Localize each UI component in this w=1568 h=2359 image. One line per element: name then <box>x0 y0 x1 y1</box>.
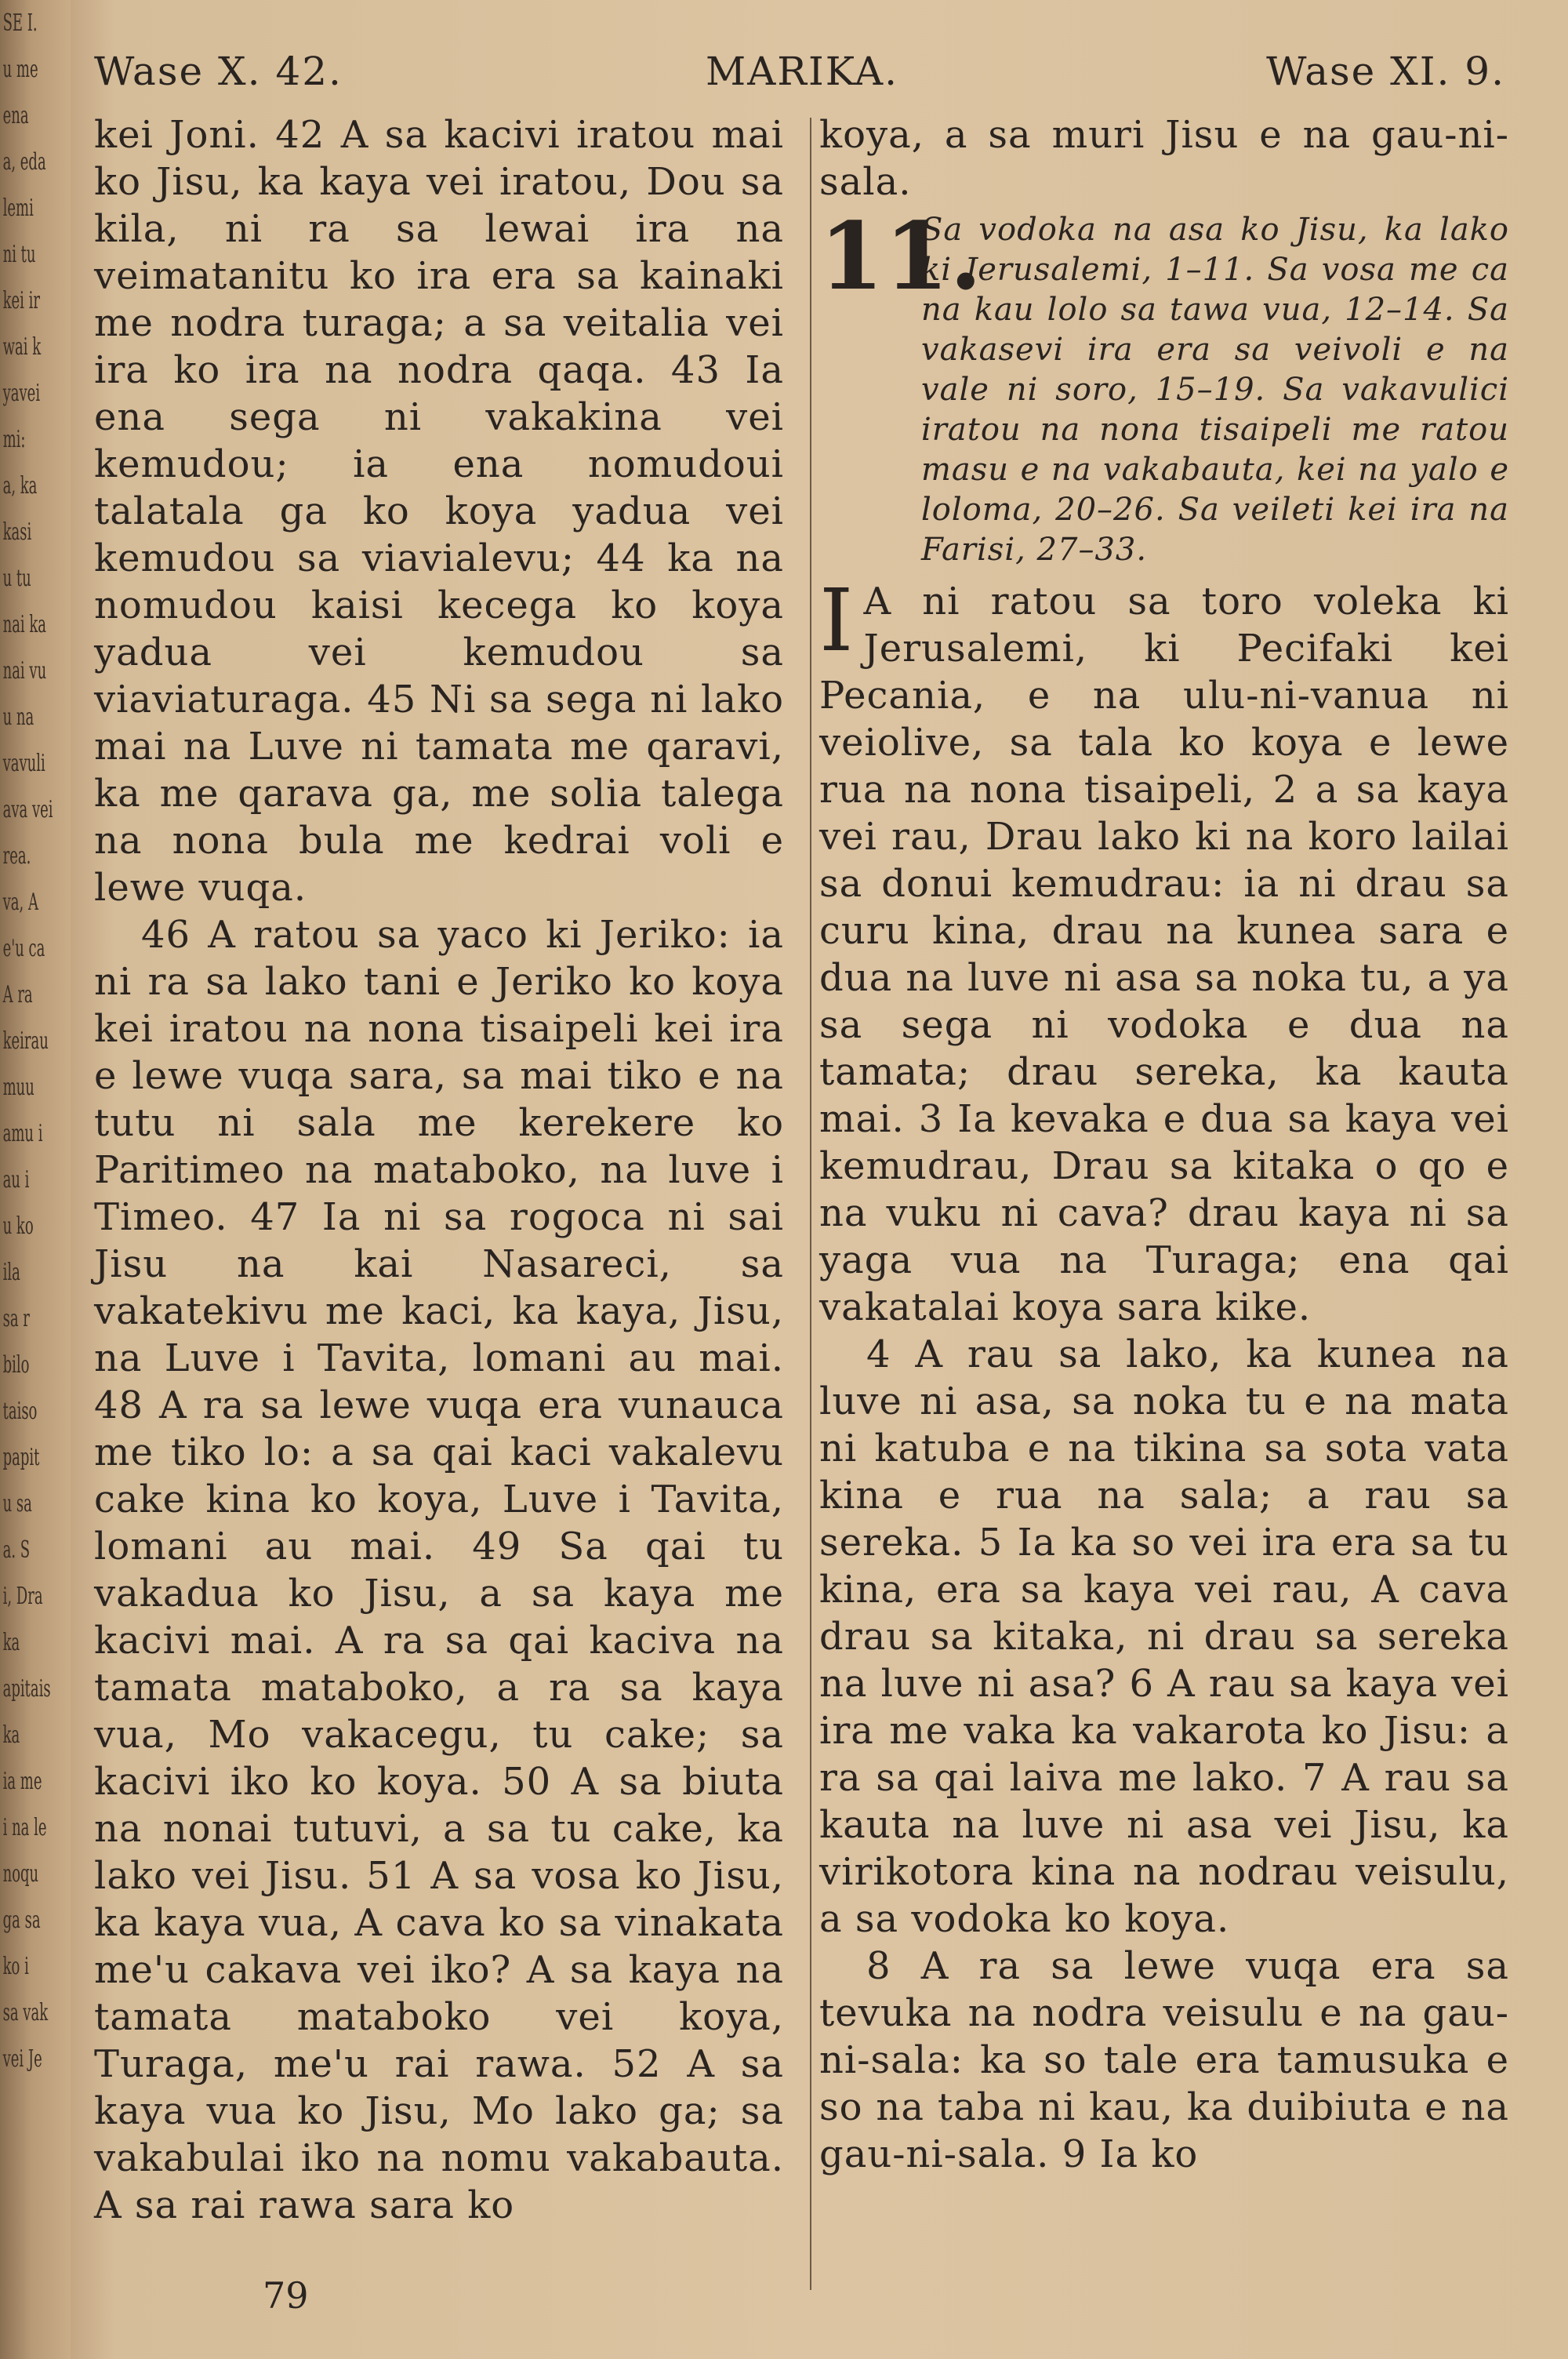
spine-fragment: i, Dra <box>2 1583 43 1610</box>
spine-fragment: yavei <box>2 380 41 407</box>
spine-fragment: e'u ca <box>2 935 45 962</box>
spine-fragment: mi: <box>2 426 26 453</box>
spine-fragment: amu i <box>2 1120 43 1147</box>
book-page <box>71 0 1568 2359</box>
drop-cap: I <box>819 570 855 671</box>
spine-fragment: keirau <box>2 1027 49 1055</box>
chapter-summary-text: Sa vodoka na asa ko Jisu, ka lako ki Jerusalemi, 1–11. Sa vosa me ca na kau lolo sa tawa vua, 12–14. Sa vakasevi ira era sa veivoli e na vale ni soro, 15–19. Sa vakavulici iratou na nona tisaipeli me ratou masu e na vakabauta, kei na yalo e loloma, 20–26. Sa veileti kei ira na Farisi, 27–33. <box>921 212 1509 568</box>
spine-fragment: ia me <box>2 1768 42 1795</box>
header-right-reference: Wase XI. 9. <box>1266 49 1505 94</box>
spine-fragment: ka <box>2 1721 20 1749</box>
header-left-reference: Wase X. 42. <box>94 49 343 94</box>
right-paragraph-2: 4 A rau sa lako, ka kunea na luve ni asa, sa noka tu e na mata ni katuba e na tikina sa sota vata kina e rua na sala; a rau sa sereka. 5 Ia ka so vei ira era sa tu kina, era sa kaya vei rau, A cava drau sa kitaka, ni drau sa sereka na luve ni asa? 6 A rau sa kaya vei ira me vaka ka vakarota ko Jisu: a ra sa qai laiva me lako. 7 A rau sa kauta na luve ni asa vei Jisu, ka virikotora kina na nodrau veisulu, a sa vodoka ko koya. <box>819 1332 1509 1941</box>
spine-fragment: vavuli <box>2 750 45 777</box>
spine-fragment: ko i <box>2 1953 29 1980</box>
right-column <box>819 111 1509 2178</box>
right-paragraph-3: 8 A ra sa lewe vuqa era sa tevuka na nodra veisulu e na gau-ni-sala: ka so tale era tamusuka e so na taba ni kau, ka duibiuta e na gau-ni-sala. 9 Ia ko <box>819 1944 1509 2176</box>
spine-fragment: a, ka <box>2 472 38 500</box>
spine-fragment: taiso <box>2 1398 38 1425</box>
spine-fragment: a, eda <box>2 148 46 176</box>
spine-fragment: lemi <box>2 194 34 222</box>
right-paragraph-1 <box>819 570 1509 1331</box>
spine-fragment: nai ka <box>2 611 47 638</box>
spine-fragment: sa vak <box>2 1999 49 2026</box>
spine-fragment: kasi <box>2 518 32 546</box>
spine-fragment: u sa <box>2 1490 32 1518</box>
right-paragraph-1-text: A ni ratou sa toro voleka ki Jerusalemi, ki Pecifaki kei Pecania, e na ulu-ni-vanua ni veiolive, sa tala ko koya e lewe rua na nona tisaipeli, 2 a sa kaya vei rau, Drau lako ki na koro lailai sa donui kemudrau: ia ni drau sa curu kina, drau na kunea sara e dua na luve ni asa sa noka tu, a ya sa sega ni vodoka e dua na tamata; drau sereka, ka kauta mai. 3 Ia kevaka e dua sa kaya vei kemudrau, Drau sa kitaka o qo e na vuku ni cava? drau kaya ni sa yaga vua na Turaga; ena qai vakatalai koya sara kike. <box>819 580 1509 1329</box>
book-spine-gutter <box>0 0 71 2359</box>
running-header <box>94 49 1505 104</box>
spine-fragment: vei Je <box>2 2045 42 2073</box>
spine-fragment: muu <box>2 1074 34 1101</box>
spine-fragment: nai vu <box>2 657 47 685</box>
spine-fragment: SE I. <box>2 9 38 37</box>
chapter-summary <box>819 202 1509 570</box>
column-divider <box>810 118 811 2290</box>
spine-fragment: ga sa <box>2 1906 41 1934</box>
spine-fragment: u ko <box>2 1212 34 1240</box>
spine-fragment: ila <box>2 1259 20 1286</box>
spine-fragment: ka <box>2 1629 20 1656</box>
left-column <box>94 111 784 2229</box>
spine-fragment: apitais <box>2 1675 51 1703</box>
page-number: 79 <box>263 2274 309 2317</box>
spine-fragment: i na le <box>2 1814 47 1841</box>
spine-fragment: kei ir <box>2 287 41 314</box>
spine-fragment: sa r <box>2 1305 30 1332</box>
spine-fragment: rea. <box>2 842 31 870</box>
spine-fragment: u tu <box>2 565 31 592</box>
spine-fragment: va, A <box>2 889 38 916</box>
spine-fragment: wai k <box>2 333 42 361</box>
spine-fragment: a. S <box>2 1536 31 1564</box>
spine-fragment: u na <box>2 703 34 731</box>
left-paragraph-2: 46 A ratou sa yaco ki Jeriko: ia ni ra sa lako tani e Jeriko ko koya kei iratou na nona tisaipeli kei ira e lewe vuqa sara, sa mai tiko e na tutu ni sala me kerekere ko Paritimeo na mataboko, na luve i Timeo. 47 Ia ni sa rogoca ni sai Jisu na kai Nasareci, sa vakatekivu me kaci, ka kaya, Jisu, na Luve i Tavita, lomani au mai. 48 A ra sa lewe vuqa era vunauca me tiko lo: a sa qai kaci vakalevu cake kina ko koya, Luve i Tavita, lomani au mai. 49 Sa qai tu vakadua ko Jisu, a sa kaya me kacivi mai. A ra sa qai kaciva na tamata mataboko, a ra sa kaya vua, Mo vakacegu, tu cake; sa kacivi iko ko koya. 50 A sa biuta na nonai tutuvi, a sa tu cake, ka lako vei Jisu. 51 A sa vosa ko Jisu, ka kaya vua, A cava ko sa vinakata me'u cakava vei iko? A sa kaya na tamata mataboko vei koya, Turaga, me'u rai rawa. 52 A sa kaya vua ko Jisu, Mo lako ga; sa vakabulai iko na nomu vakabauta. A sa rai rawa sara ko <box>94 913 784 2227</box>
chapter-number: 11. <box>819 202 983 311</box>
spine-fragment: u me <box>2 56 38 83</box>
right-continuation: koya, a sa muri Jisu e na gau-ni-sala. <box>819 113 1509 204</box>
spine-fragment: ni tu <box>2 241 36 268</box>
spine-fragment: noqu <box>2 1860 39 1888</box>
spine-fragment: bilo <box>2 1351 30 1379</box>
spine-fragment: ena <box>2 102 29 129</box>
left-paragraph-1: kei Joni. 42 A sa kacivi iratou mai ko Jisu, ka kaya vei iratou, Dou sa kila, ni ra sa lewai ira na veimatanitu ko ira era sa kainaki me nodra turaga; a sa veitalia vei ira ko ira na nodra qaqa. 43 Ia ena sega ni vakakina vei kemudou; ia ena nomudoui talatala ga ko koya yadua vei kemudou sa viavialevu; 44 ka na nomudou kaisi kecega ko koya yadua vei kemudou sa viaviaturaga. 45 Ni sa sega ni lako mai na Luve ni tamata me qaravi, ka me qarava ga, me solia talega na nona bula me kedrai voli e lewe vuqa. <box>94 113 784 910</box>
spine-fragment: A ra <box>2 981 33 1009</box>
spine-fragment: papit <box>2 1444 40 1471</box>
spine-fragment: ava vei <box>2 796 53 823</box>
spine-fragment: au i <box>2 1166 30 1194</box>
header-book-title: MARIKA. <box>706 49 899 94</box>
